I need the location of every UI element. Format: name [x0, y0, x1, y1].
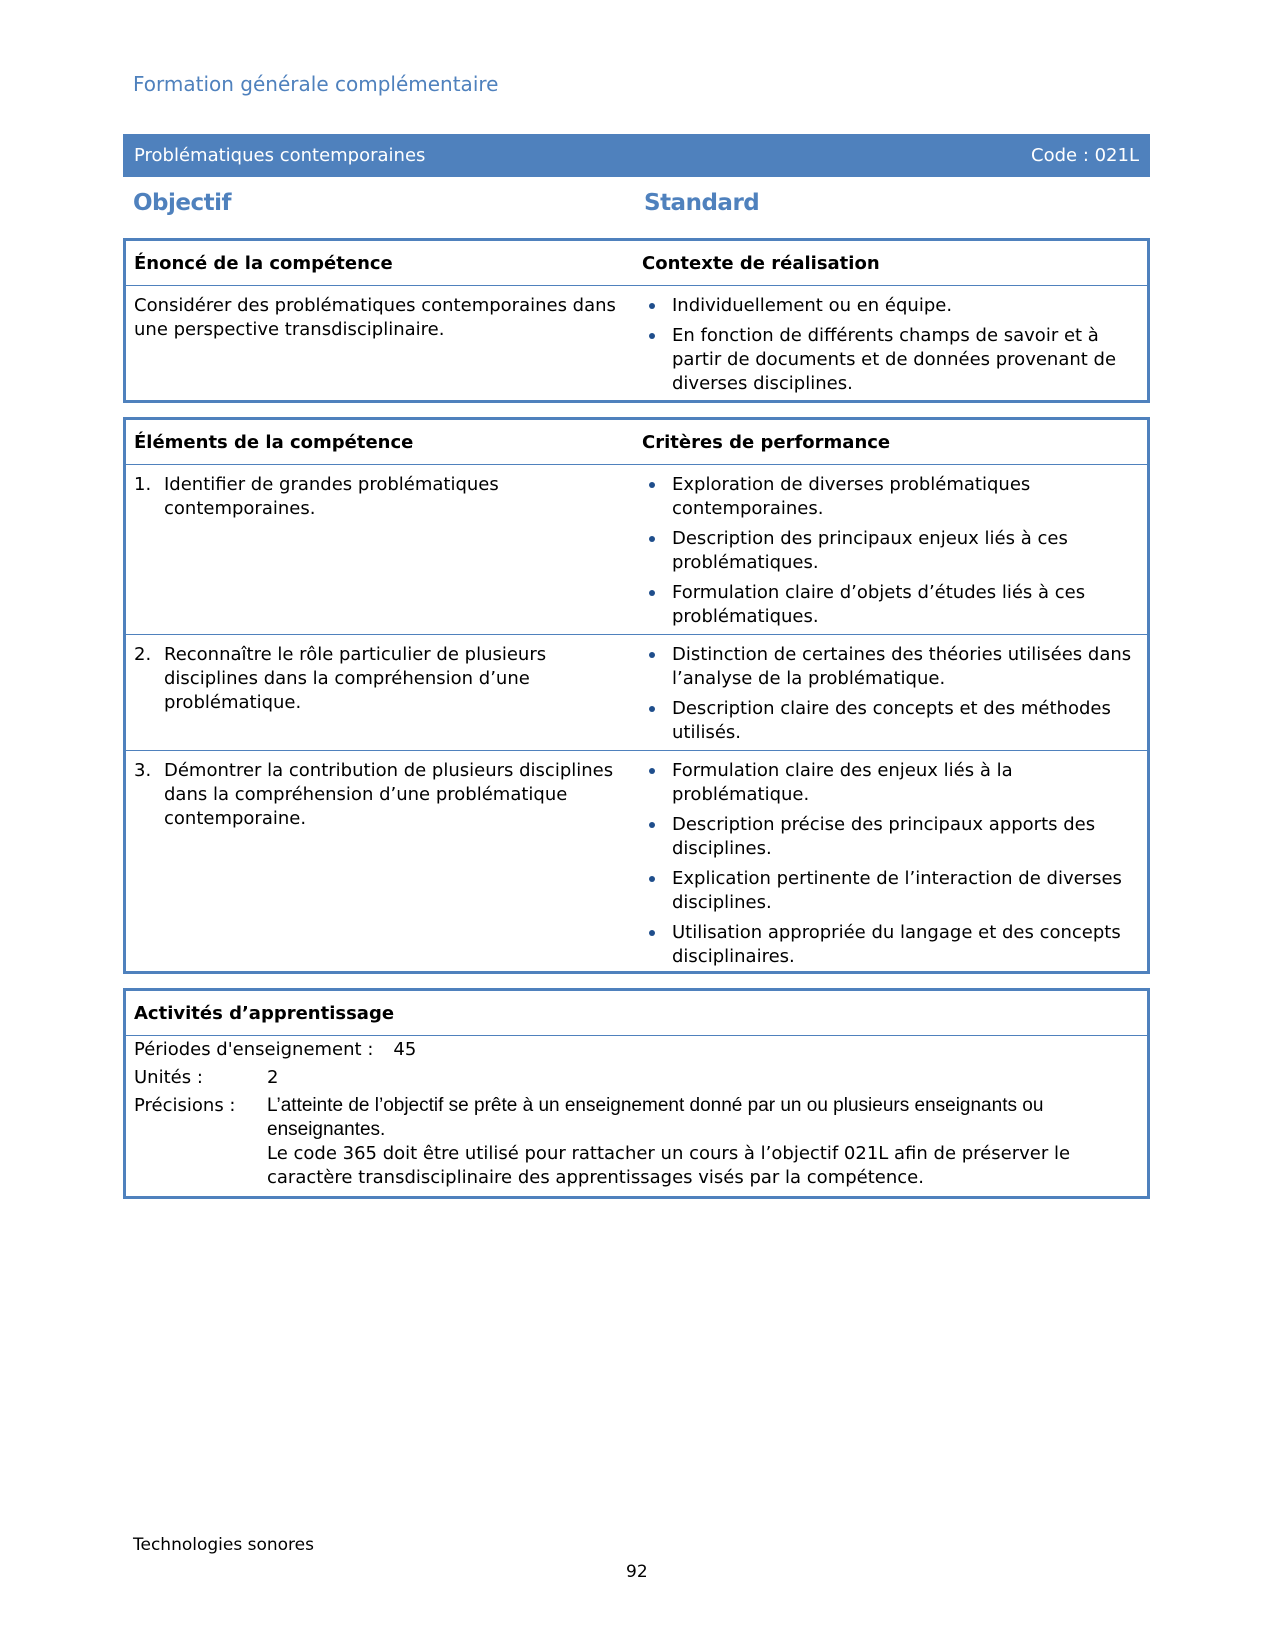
bullet-icon — [642, 294, 672, 318]
bullet-icon — [642, 581, 672, 629]
list-item: Utilisation appropriée du langage et des concepts disciplinaires. — [642, 921, 1137, 969]
standard-heading: Standard — [644, 190, 760, 216]
list-item: Description précise des principaux apports des disciplines. — [642, 813, 1137, 861]
list-item: Formulation claire des enjeux liés à la problématique. — [642, 759, 1137, 807]
elements-table — [123, 417, 1150, 974]
criteria-list — [642, 473, 1137, 629]
competence-statement: Considérer des problématiques contemporaines dans une perspective transdisciplinaire. — [134, 295, 616, 340]
list-item: Description des principaux enjeux liés à ces problématiques. — [642, 527, 1137, 575]
table-row: 3. Démontrer la contribution de plusieurs disciplines dans la compréhension d’une problématique contemporaine. Formulation claire des enjeux liés à la problématique. Description précise des principaux apports des disciplines. Explication pertinente de l’interaction de diverses disciplines. Utilisation appropriée du langage et des concepts disciplinaires. — [126, 750, 1147, 975]
element-text: Reconnaître le rôle particulier de plusieurs disciplines dans la compréhension d’une problématique. — [164, 644, 547, 713]
bullet-icon — [642, 473, 672, 521]
bullet-icon — [642, 643, 672, 691]
periods-value: 45 — [393, 1039, 417, 1060]
course-title: Problématiques contemporaines — [134, 145, 426, 166]
footer-program: Technologies sonores — [133, 1535, 314, 1555]
details-line-1: L’atteinte de l’objectif se prête à un enseignement donné par un ou plusieurs enseignants ou enseignantes. — [267, 1095, 1044, 1140]
list-item: En fonction de différents champs de savoir et à partir de documents et de données provenant de diverses disciplines. — [642, 324, 1137, 396]
list-item: Description claire des concepts et des méthodes utilisés. — [642, 697, 1137, 745]
page-number: 92 — [626, 1562, 648, 1582]
units-label: Unités : — [134, 1067, 203, 1088]
section-title: Formation générale complémentaire — [133, 72, 499, 96]
bullet-icon — [642, 921, 672, 969]
criteria-list — [642, 643, 1137, 745]
context-list — [642, 294, 1137, 396]
competence-table — [123, 238, 1150, 403]
activities-table — [123, 988, 1150, 1199]
bullet-icon — [642, 813, 672, 861]
list-item: Exploration de diverses problématiques contemporaines. — [642, 473, 1137, 521]
table-row: 1. Identifier de grandes problématiques contemporaines. Exploration de diverses problématiques contemporaines. Description des principaux enjeux liés à ces problématiques. Formulation claire d’objets d’études liés à ces problématiques. — [126, 464, 1147, 634]
units-value: 2 — [267, 1067, 279, 1088]
criteria-list — [642, 759, 1137, 969]
list-item: Explication pertinente de l’interaction de diverses disciplines. — [642, 867, 1137, 915]
details-label: Précisions : — [134, 1095, 236, 1116]
course-code: Code : 021L — [1031, 145, 1139, 166]
element-text: Démontrer la contribution de plusieurs disciplines dans la compréhension d’une problématique contemporaine. — [164, 760, 614, 829]
activities-header: Activités d’apprentissage — [134, 1002, 395, 1024]
bullet-icon — [642, 697, 672, 745]
bullet-icon — [642, 527, 672, 575]
details-line-2: Le code 365 doit être utilisé pour rattacher un cours à l’objectif 021L afin de préserver le caractère transdisciplinaire des apprentissages visés par la compétence. — [267, 1143, 1071, 1188]
list-item: Formulation claire d’objets d’études liés à ces problématiques. — [642, 581, 1137, 629]
elements-header: Éléments de la compétence — [134, 431, 414, 453]
bullet-icon — [642, 759, 672, 807]
objectif-heading: Objectif — [133, 190, 232, 216]
criteria-header: Critères de performance — [642, 431, 891, 453]
context-header: Contexte de réalisation — [642, 252, 880, 274]
statement-header: Énoncé de la compétence — [134, 252, 393, 274]
bullet-icon — [642, 324, 672, 396]
bullet-icon — [642, 867, 672, 915]
table-row: 2. Reconnaître le rôle particulier de plusieurs disciplines dans la compréhension d’une problématique. Distinction de certaines des théories utilisées dans l’analyse de la problématique. Description claire des concepts et des méthodes utilisés. — [126, 634, 1147, 750]
element-text: Identifier de grandes problématiques contemporaines. — [164, 474, 499, 519]
course-title-bar — [123, 134, 1150, 177]
list-item: Individuellement ou en équipe. — [642, 294, 1137, 318]
periods-label: Périodes d'enseignement : — [134, 1039, 374, 1060]
list-item: Distinction de certaines des théories utilisées dans l’analyse de la problématique. — [642, 643, 1137, 691]
